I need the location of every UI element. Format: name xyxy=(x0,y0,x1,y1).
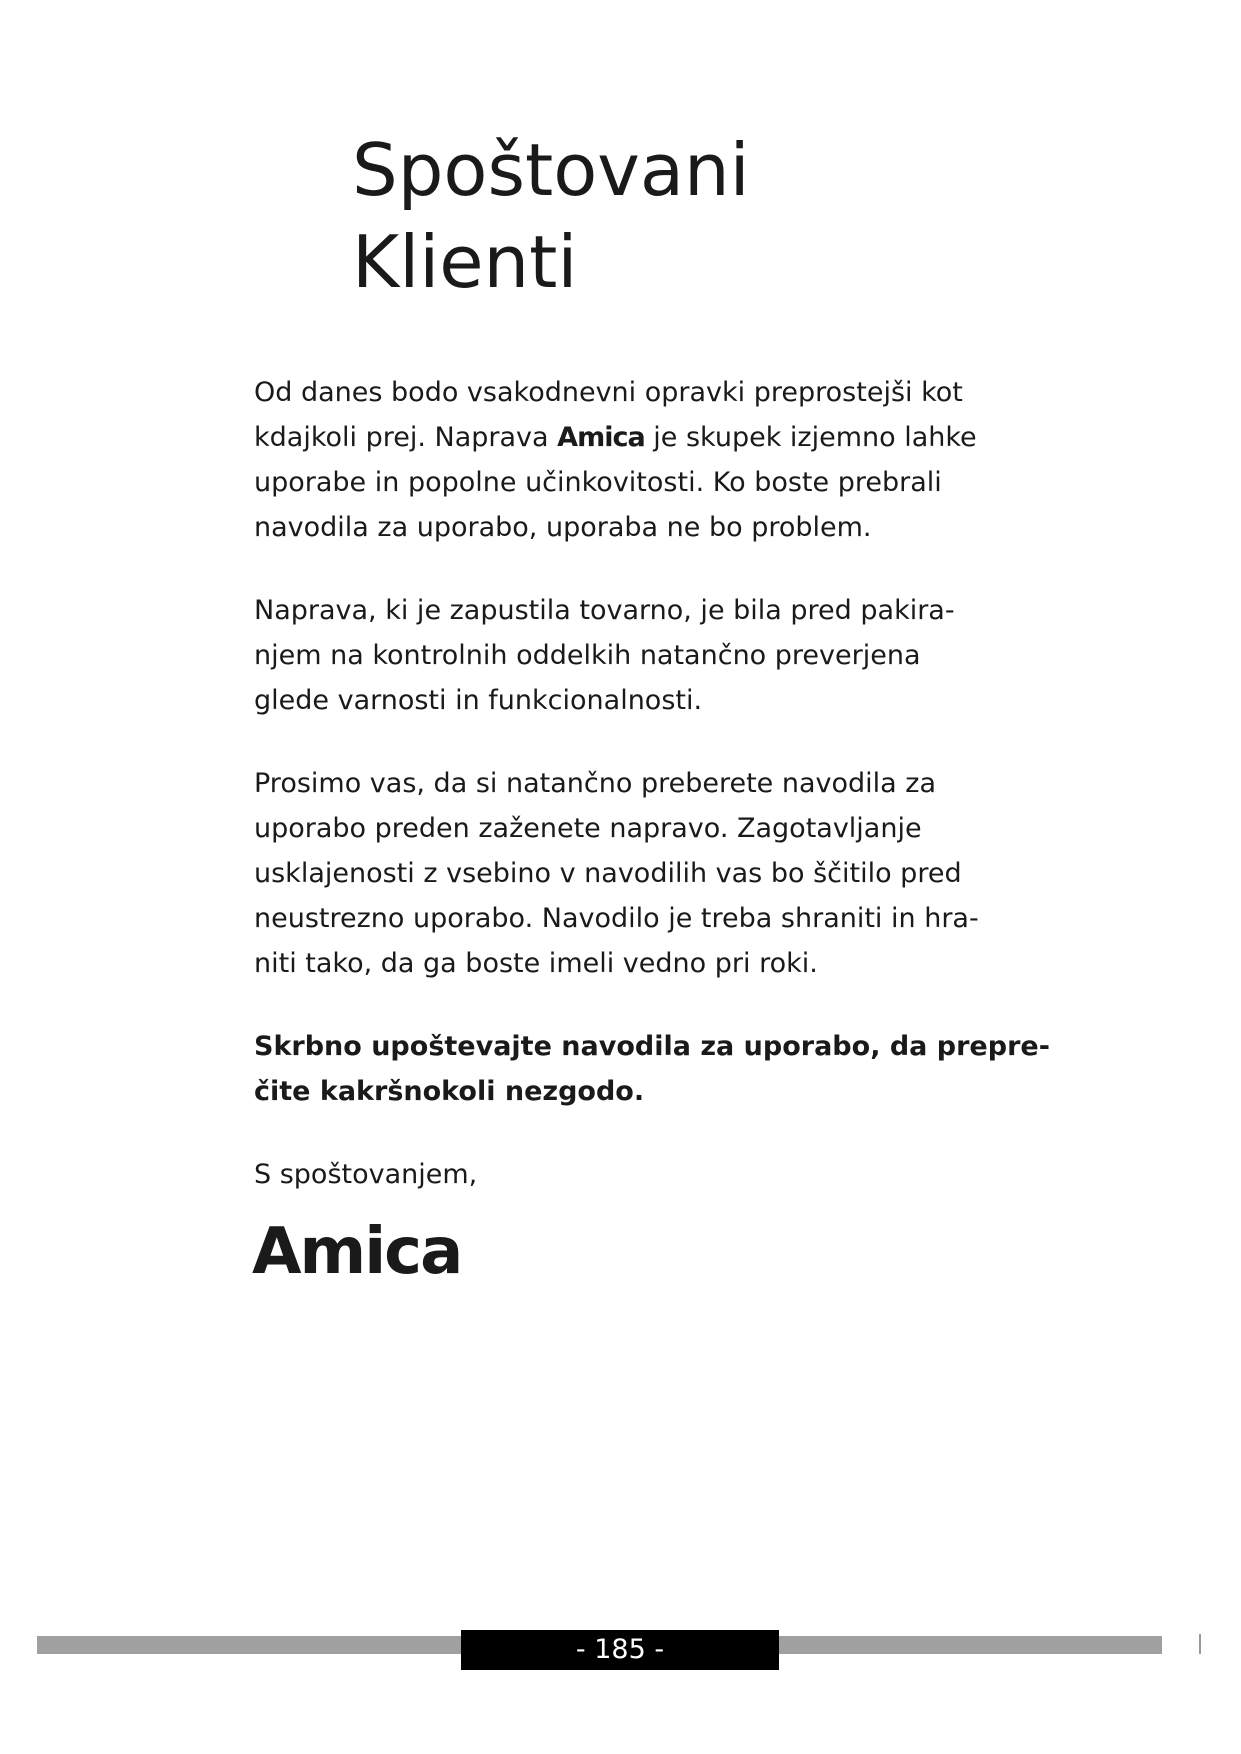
paragraph-warning xyxy=(254,1024,1050,1114)
paragraph-intro xyxy=(254,370,1014,550)
text-line: neustrezno uporabo. Navodilo je treba shraniti in hra- xyxy=(254,903,979,934)
text-line: uporabo preden zaženete napravo. Zagotavljanje xyxy=(254,813,922,844)
text-line xyxy=(254,415,1014,460)
title-line-1: Spoštovani xyxy=(352,128,750,212)
text-line: Skrbno upoštevajte navodila za uporabo, da prepre- xyxy=(254,1031,1050,1062)
text-line: niti tako, da ga boste imeli vedno pri roki. xyxy=(254,948,818,979)
amica-logo: Amica xyxy=(252,1215,462,1289)
text-line: čite kakršnokoli nezgodo. xyxy=(254,1076,645,1107)
closing-salutation: S spoštovanjem, xyxy=(254,1159,478,1190)
text-fragment: je skupek izjemno lahke xyxy=(644,422,977,453)
text-line: Naprava, ki je zapustila tovarno, je bila pred pakira- xyxy=(254,595,955,626)
inline-brand-logo: Amica xyxy=(557,422,645,453)
text-line: navodila za uporabo, uporaba ne bo problem. xyxy=(254,512,872,543)
text-line: uporabe in popolne učinkovitosti. Ko boste prebrali xyxy=(254,467,942,498)
paragraph-instructions xyxy=(254,761,1014,986)
page-number: - 185 - xyxy=(461,1630,779,1670)
title-line-2: Klienti xyxy=(352,220,578,304)
text-fragment: kdajkoli prej. Naprava xyxy=(254,422,558,453)
text-line: njem na kontrolnih oddelkih natančno preverjena xyxy=(254,640,921,671)
edge-mark xyxy=(1199,1634,1201,1654)
letter-body xyxy=(254,370,1050,1197)
text-line: Prosimo vas, da si natančno preberete navodila za xyxy=(254,768,936,799)
paragraph-quality xyxy=(254,588,1014,723)
text-line: Od danes bodo vsakodnevni opravki preprostejši kot xyxy=(254,377,963,408)
text-line: usklajenosti z vsebino v navodilih vas bo ščitilo pred xyxy=(254,858,962,889)
text-line: glede varnosti in funkcionalnosti. xyxy=(254,685,703,716)
page-title xyxy=(352,124,750,308)
